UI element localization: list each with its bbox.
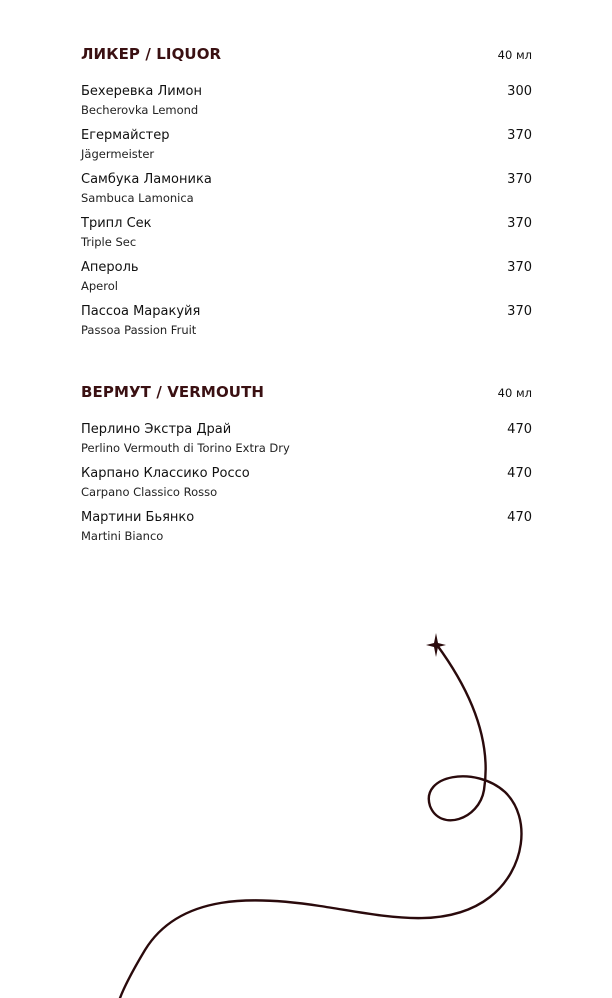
- item-name: Егермайстер: [81, 128, 170, 143]
- item-name: Карпано Классико Россо: [81, 466, 250, 481]
- item-price: 370: [507, 260, 532, 275]
- item-price: 370: [507, 172, 532, 187]
- item-name: Мартини Бьянко: [81, 510, 195, 525]
- item-price: 370: [507, 216, 532, 231]
- serving-size: 40 мл: [497, 386, 532, 400]
- item-subtitle: Triple Sec: [81, 235, 137, 249]
- item-price: 470: [507, 466, 532, 481]
- item-name: Трипл Сек: [81, 216, 152, 231]
- serving-size: 40 мл: [497, 48, 532, 62]
- item-name: Апероль: [81, 260, 139, 275]
- swirl-line: [120, 645, 521, 998]
- item-name: Бехеревка Лимон: [81, 84, 202, 99]
- item-name: Самбука Ламоника: [81, 172, 212, 187]
- item-subtitle: Becherovka Lemond: [81, 103, 199, 117]
- item-subtitle: Passoa Passion Fruit: [81, 323, 197, 337]
- item-subtitle: Jägermeister: [81, 147, 155, 161]
- item-name: Перлино Экстра Драй: [81, 422, 232, 437]
- item-subtitle: Martini Bianco: [81, 529, 164, 543]
- item-price: 370: [507, 128, 532, 143]
- item-price: 370: [507, 304, 532, 319]
- item-price: 300: [507, 84, 532, 99]
- item-subtitle: Carpano Classico Rosso: [81, 485, 218, 499]
- item-name: Пассоа Маракуйя: [81, 304, 201, 319]
- item-subtitle: Sambuca Lamonica: [81, 191, 194, 205]
- item-price: 470: [507, 510, 532, 525]
- item-price: 470: [507, 422, 532, 437]
- item-subtitle: Perlino Vermouth di Torino Extra Dry: [81, 441, 290, 455]
- section-title: ВЕРМУТ / VERMOUTH: [81, 383, 265, 401]
- item-subtitle: Aperol: [81, 279, 118, 293]
- section-title: ЛИКЕР / LIQUOR: [81, 45, 222, 63]
